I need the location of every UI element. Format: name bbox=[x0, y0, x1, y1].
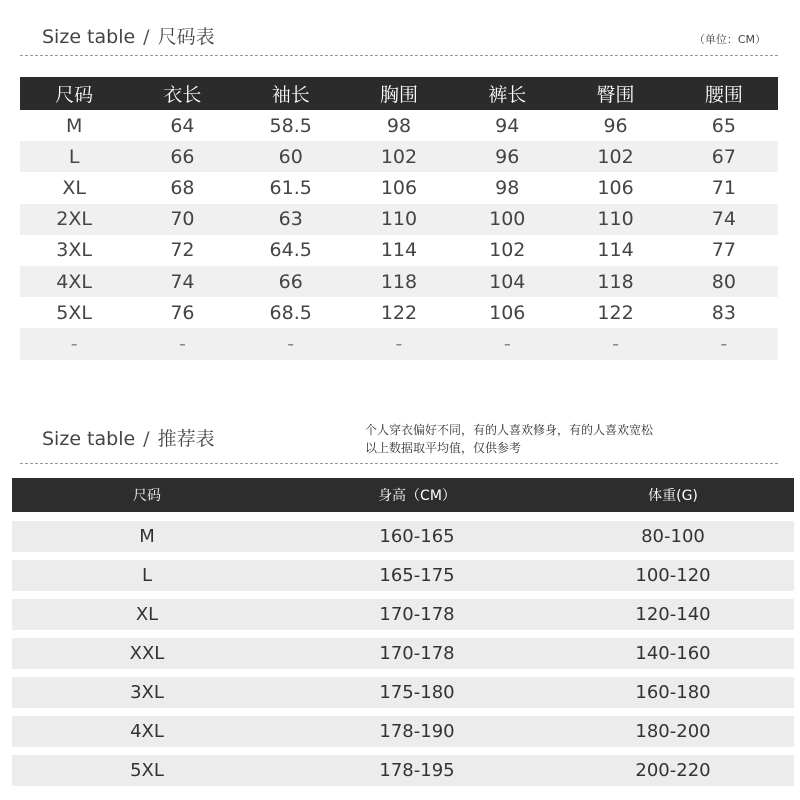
table-cell: 175-180 bbox=[379, 682, 455, 703]
table-cell: 100 bbox=[489, 208, 526, 231]
table-cell: 3XL bbox=[56, 239, 92, 262]
table-cell: L bbox=[141, 565, 153, 586]
table-cell: 60 bbox=[278, 145, 303, 168]
recommend-title-cn: 推荐表 bbox=[157, 428, 215, 450]
size-table-header bbox=[20, 20, 778, 56]
table-cell: - bbox=[503, 332, 511, 355]
table-cell: 122 bbox=[597, 301, 634, 324]
header-cell: 尺码 bbox=[55, 84, 94, 106]
table-cell: 65 bbox=[711, 114, 736, 137]
table-cell: 64.5 bbox=[269, 239, 312, 262]
header-cell: 体重(G) bbox=[648, 488, 698, 504]
table-cell: 77 bbox=[711, 239, 736, 262]
preference-note bbox=[365, 421, 653, 457]
table-cell: 4XL bbox=[56, 270, 92, 293]
table-cell: 106 bbox=[597, 176, 634, 199]
table-cell: - bbox=[287, 332, 295, 355]
recommend-header-row bbox=[12, 478, 794, 512]
table-cell: - bbox=[720, 332, 728, 355]
table-cell: 170-178 bbox=[379, 643, 455, 664]
header-cell: 衣长 bbox=[163, 84, 202, 106]
header-cell: 尺码 bbox=[133, 488, 161, 504]
table-cell: 66 bbox=[278, 270, 303, 293]
table-cell: 68.5 bbox=[269, 301, 312, 324]
table-cell: M bbox=[65, 114, 83, 137]
table-row bbox=[12, 521, 794, 552]
header-cell: 臀围 bbox=[596, 84, 635, 106]
table-cell: XL bbox=[135, 604, 159, 625]
table-cell: 120-140 bbox=[635, 604, 711, 625]
table-cell: 61.5 bbox=[269, 176, 312, 199]
recommend-table-header bbox=[20, 410, 778, 464]
table-row bbox=[12, 755, 794, 786]
table-row bbox=[12, 599, 794, 630]
table-cell: 80-100 bbox=[641, 526, 705, 547]
table-cell: 80 bbox=[711, 270, 736, 293]
table-cell: 98 bbox=[495, 176, 520, 199]
table-cell: 178-195 bbox=[379, 760, 455, 781]
table-cell: 118 bbox=[380, 270, 418, 293]
table-cell: 165-175 bbox=[379, 565, 455, 586]
table-row bbox=[12, 638, 794, 669]
table-cell: 110 bbox=[380, 208, 418, 231]
table-cell: - bbox=[70, 332, 78, 355]
table-row bbox=[20, 328, 778, 359]
table-cell: XXL bbox=[129, 643, 165, 664]
table-cell: 76 bbox=[170, 301, 195, 324]
table-cell: 58.5 bbox=[269, 114, 312, 137]
table-cell: 5XL bbox=[56, 301, 92, 324]
table-cell: 100-120 bbox=[635, 565, 711, 586]
size-chart-header-row bbox=[20, 77, 778, 110]
table-cell: L bbox=[68, 145, 80, 168]
title-slash: / bbox=[143, 428, 150, 450]
title-slash: / bbox=[143, 26, 150, 48]
table-cell: 70 bbox=[170, 208, 195, 231]
recommend-table-title bbox=[42, 424, 215, 451]
table-cell: M bbox=[139, 526, 155, 547]
table-cell: 67 bbox=[711, 145, 736, 168]
table-cell: 122 bbox=[380, 301, 418, 324]
note-line: 以上数据取平均值，仅供参考 bbox=[365, 441, 522, 455]
size-table-title-cn: 尺码表 bbox=[157, 26, 215, 48]
table-row bbox=[20, 172, 778, 203]
table-cell: 96 bbox=[495, 145, 520, 168]
header-cell: 胸围 bbox=[379, 84, 418, 106]
table-cell: 66 bbox=[170, 145, 195, 168]
table-cell: 114 bbox=[597, 239, 634, 262]
table-cell: 3XL bbox=[130, 682, 164, 703]
table-row bbox=[20, 235, 778, 266]
table-cell: 170-178 bbox=[379, 604, 455, 625]
table-cell: 102 bbox=[489, 239, 526, 262]
table-row bbox=[20, 110, 778, 141]
table-row bbox=[20, 266, 778, 297]
size-table-title-en: Size table bbox=[42, 26, 136, 48]
table-cell: 110 bbox=[597, 208, 634, 231]
table-cell: 74 bbox=[711, 208, 736, 231]
header-cell: 腰围 bbox=[704, 84, 743, 106]
table-cell: 180-200 bbox=[635, 721, 711, 742]
table-cell: - bbox=[612, 332, 619, 355]
table-cell: 63 bbox=[278, 208, 303, 231]
table-cell: 104 bbox=[489, 270, 526, 293]
table-cell: 118 bbox=[597, 270, 634, 293]
table-cell: 102 bbox=[380, 145, 418, 168]
recommend-title-en: Size table bbox=[42, 428, 136, 450]
table-cell: 106 bbox=[489, 301, 526, 324]
table-cell: 102 bbox=[597, 145, 634, 168]
table-cell: 83 bbox=[711, 301, 736, 324]
table-cell: 98 bbox=[386, 114, 412, 137]
table-cell: - bbox=[395, 332, 403, 355]
table-row bbox=[12, 716, 794, 747]
table-cell: 68 bbox=[170, 176, 195, 199]
table-cell: 72 bbox=[170, 239, 195, 262]
table-row bbox=[20, 297, 778, 328]
table-cell: 178-190 bbox=[379, 721, 455, 742]
header-cell: 身高（CM） bbox=[378, 488, 456, 504]
table-row bbox=[12, 677, 794, 708]
size-table-title bbox=[42, 22, 215, 49]
table-cell: 71 bbox=[711, 176, 736, 199]
table-cell: 96 bbox=[603, 114, 628, 137]
unit-note: （单位：CM） bbox=[693, 33, 766, 46]
table-cell: 200-220 bbox=[635, 760, 711, 781]
table-row bbox=[12, 560, 794, 591]
table-row bbox=[20, 141, 778, 172]
recommend-table bbox=[12, 478, 794, 794]
table-cell: 94 bbox=[495, 114, 520, 137]
header-cell: 裤长 bbox=[488, 84, 527, 106]
table-cell: 5XL bbox=[130, 760, 164, 781]
note-line: 个人穿衣偏好不同，有的人喜欢修身，有的人喜欢宽松 bbox=[365, 423, 654, 437]
size-chart-table bbox=[20, 77, 778, 360]
table-cell: 160-180 bbox=[635, 682, 711, 703]
header-cell: 袖长 bbox=[271, 84, 310, 106]
table-cell: 106 bbox=[380, 176, 418, 199]
table-cell: XL bbox=[62, 176, 86, 199]
table-row bbox=[20, 204, 778, 235]
table-cell: 114 bbox=[380, 239, 418, 262]
table-cell: 64 bbox=[170, 114, 195, 137]
table-cell: 140-160 bbox=[635, 643, 711, 664]
table-cell: 2XL bbox=[56, 208, 92, 231]
table-cell: - bbox=[178, 332, 186, 355]
table-cell: 160-165 bbox=[379, 526, 455, 547]
table-cell: 74 bbox=[170, 270, 195, 293]
table-cell: 4XL bbox=[130, 721, 164, 742]
